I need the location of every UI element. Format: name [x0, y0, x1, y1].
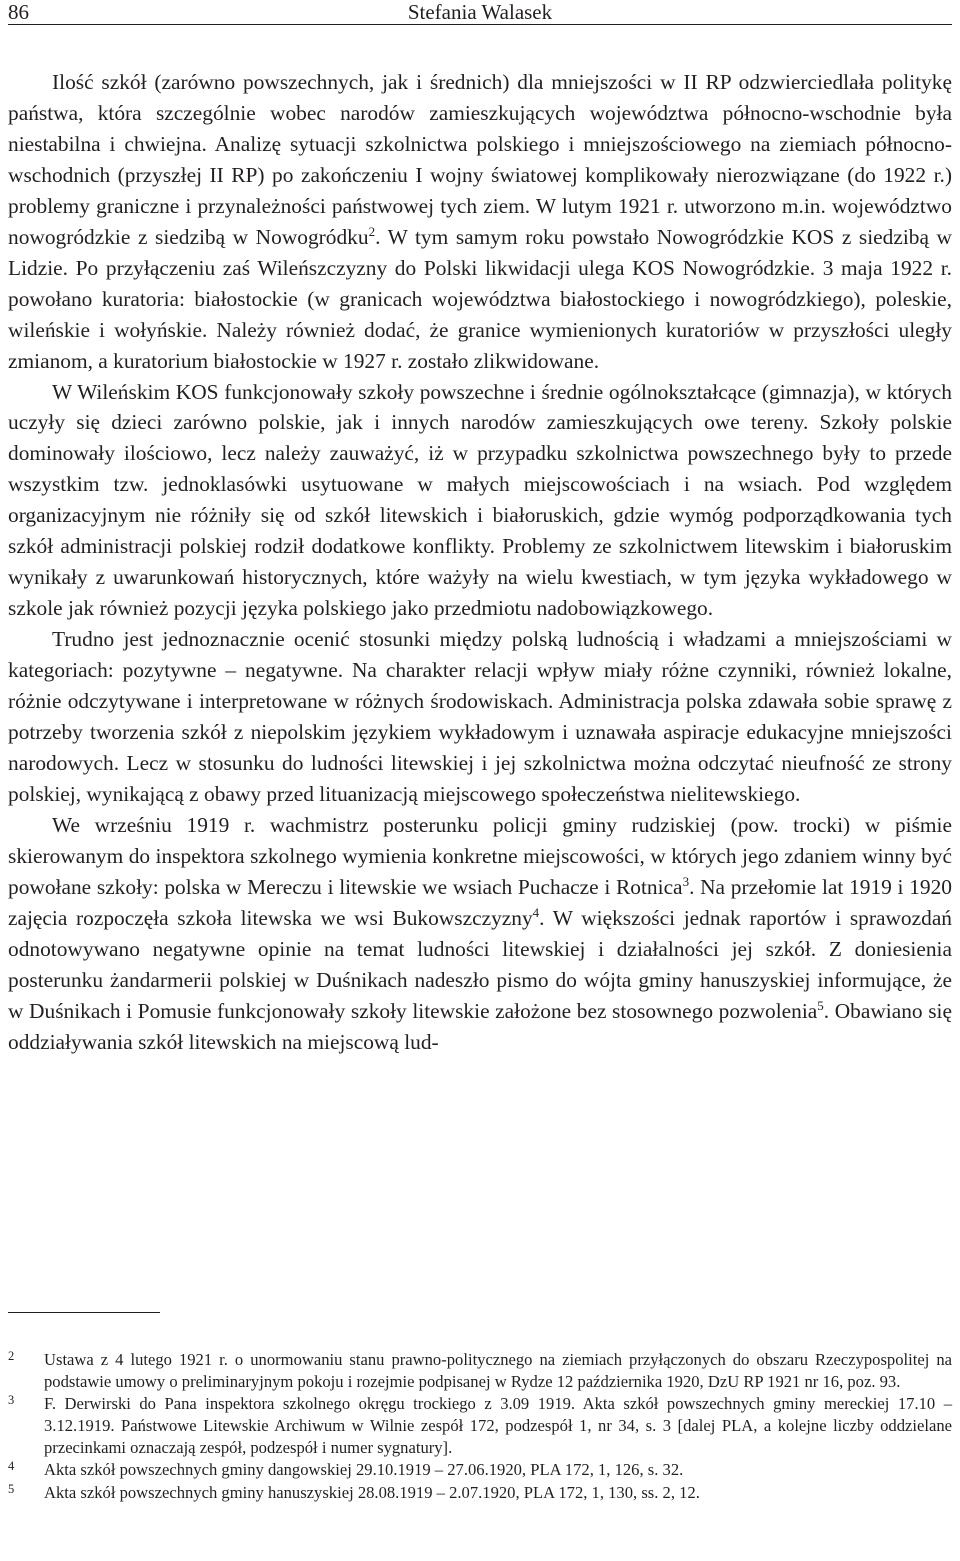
footnote-mark: 5	[8, 1481, 15, 1496]
footnote-text: F. Derwirski do Pana inspektora szkolnego okręgu trockiego z 3.09 1919. Akta szkół powszechnych gminy mereckiej 17.10 – 3.12.1919. Państwowe Litewskie Archiwum w Wilnie zespół 172, podzespół 1, nr 34, s. 3 [dalej PLA, a kolejne liczby oddzielane przecinkami oznaczają zespół, podzespół i numer sygnatury].	[44, 1394, 952, 1458]
body-text	[8, 67, 952, 1058]
footnote-text: Akta szkół powszechnych gminy dangowskiej 29.10.1919 – 27.06.1920, PLA 172, 1, 126, s. 32.	[44, 1460, 684, 1480]
footnote-mark: 4	[8, 1459, 15, 1474]
footnotes	[8, 1349, 952, 1504]
footnote-2	[8, 1349, 952, 1393]
footnote-ref-2[interactable]: 2	[368, 223, 376, 239]
footnote-3	[8, 1393, 952, 1459]
footnote-4	[8, 1459, 952, 1481]
footnote-5	[8, 1482, 952, 1504]
text-run: We wrześniu 1919 r. wachmistrz posterunku policji gminy rudziskiej (pow. trocki) w piśmie skierowanym do inspektora szkolnego wymienia konkretne miejscowości, w których jego zdaniem winny być powołane szkoły: polska w Mereczu i litewskie we wsiach Puchacze i Rotnica	[8, 812, 952, 899]
footnote-ref-4[interactable]: 4	[532, 904, 540, 920]
footnote-divider	[8, 1312, 160, 1313]
page-number: 86	[8, 0, 29, 24]
paragraph-1	[8, 67, 952, 377]
footnote-mark: 2	[8, 1349, 15, 1363]
footnote-mark: 3	[8, 1393, 15, 1408]
paragraph-4	[8, 810, 952, 1058]
paragraph-3: Trudno jest jednoznacznie ocenić stosunki między polską ludnością i władzami a mniejszościami w kategoriach: pozytywne – negatywne. Na charakter relacji wpływ miały różne czynniki, również lokalne, różnie odczytywane i interpretowane w różnych środowiskach. Administracja polska zdawała sobie sprawę z potrzeby tworzenia szkół z niepolskim językiem wykładowym i uznawała aspiracje edukacyjne mniejszości narodowych. Lecz w stosunku do ludności litewskiej i jej szkolnictwa można odczytać nieufność ze strony polskiej, wynikającą z obawy przed lituanizacją miejscowego społeczeństwa nielitewskiego.	[8, 627, 952, 806]
text-run: . Na przełomie lat 1919 i 1920 zajęcia rozpoczęła szkoła litewska we wsi Bukowszczyzny	[8, 874, 952, 930]
text-run: . W większości jednak raportów i sprawozdań odnotowywano negatywne opinie na temat ludności litewskiej i działalności jej szkół. Z doniesienia posterunku żandarmerii polskiej w Duśnikach nadeszło pismo do wójta gminy hanuszyskiej informujące, że w Duśnikach i Pomusie funkcjonowały szkoły litewskie założone bez stosownego pozwolenia	[8, 905, 953, 1023]
text-run: Ilość szkół (zarówno powszechnych, jak i średnich) dla mniejszości w II RP odzwierciedlała politykę państwa, która szczególnie wobec narodów zamieszkujących województwa północno-wschodnie była niestabilna i chwiejna. Analizę sytuacji szkolnictwa polskiego i mniejszościowego na ziemiach północno-wschodnich (przyszłej II RP) po zakończeniu I wojny światowej komplikowały nierozwiązane (do 1922 r.) problemy graniczne i przynależności państwowej tych ziem. W lutym 1921 r. utworzono m.in. województwo nowogródzkie z siedzibą w Nowogródku	[8, 70, 952, 249]
footnote-ref-3[interactable]: 3	[682, 873, 690, 889]
running-title: Stefania Walasek	[407, 0, 553, 24]
text-run: . W tym samym roku powstało Nowogródzkie KOS z siedzibą w Lidzie. Po przyłączeniu zaś Wileńszczyzny do Polski likwidacji ulega KOS Nowogródzkie. 3 maja 1922 r. powołano kuratoria: białostockie (w granicach województwa białostockiego i nowogródzkiego), poleskie, wileńskie i wołyńskie. Należy również dodać, że granice wymienionych kuratoriów w przyszłości uległy zmianom, a kuratorium białostockie w 1927 r. zostało zlikwidowane.	[8, 224, 953, 373]
page-header	[8, 0, 952, 25]
text-run: . Obawiano się oddziaływania szkół litewskich na miejscową lud-	[8, 998, 952, 1054]
footnote-text: Ustawa z 4 lutego 1921 r. o unormowaniu stanu prawno-politycznego na ziemiach przyłączonych do obszaru Rzeczypospolitej na podstawie umowy o preliminaryjnym pokoju i rozejmie podpisanej w Rydze 12 października 1920, DzU RP 1921 nr 16, poz. 93.	[44, 1350, 952, 1392]
paragraph-2: W Wileńskim KOS funkcjonowały szkoły powszechne i średnie ogólnokształcące (gimnazja), w których uczyły się dzieci zarówno polskie, jak i innych narodów zamieszkujących owe tereny. Szkoły polskie dominowały ilościowo, lecz należy zauważyć, iż w przypadku szkolnictwa powszechnego były to przede wszystkim tzw. jednoklasówki usytuowane w małych miejscowościach i na wsiach. Pod względem organizacyjnym nie różniły się od szkół litewskich i białoruskich, gdzie wymóg podporządkowania tych szkół administracji polskiej rodził dodatkowe konflikty. Problemy ze szkolnictwem litewskim i białoruskim wynikały z uwarunkowań historycznych, które ważyły na wielu kwestiach, w tym języka wykładowego w szkole jak również pozycji języka polskiego jako przedmiotu nadobowiązkowego.	[8, 379, 952, 621]
footnote-ref-5[interactable]: 5	[817, 997, 824, 1013]
footnote-text: Akta szkół powszechnych gminy hanuszyskiej 28.08.1919 – 2.07.1920, PLA 172, 1, 130, ss. 2, 12.	[44, 1482, 700, 1502]
